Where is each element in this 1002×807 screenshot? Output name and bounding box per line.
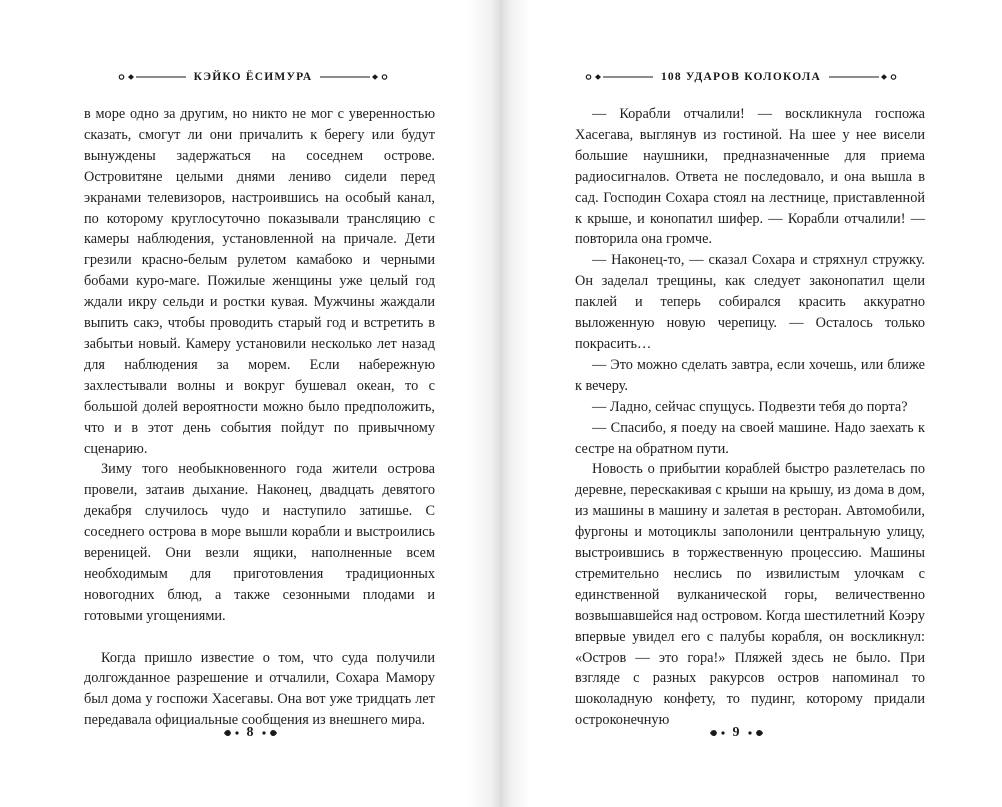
paragraph: Зиму того необыкновенного года жители острова провели, затаив дыхание. Наконец, двадцать девятого декабря случилось чудо и наступило затишье. С соседнего острова в море вышли корабли и выстроились вереницей. Они везли ящики, наполненные всем необходимым для приготовления традиционных новогодних блюд, а также сезонными плодами и готовыми угощениями. [84,461,435,624]
header-ornament-right-icon [827,72,897,82]
page-number-right [696,723,776,743]
running-header-left [108,66,398,88]
right-page [500,0,1002,807]
folio-ornament-left-icon [709,728,727,738]
page-number: 9 [732,725,740,740]
left-page [0,0,500,807]
paragraph: Когда пришло известие о том, что суда получили долгожданное разрешение и отчалили, Сохара Мамору был дома у госпожи Хасегавы. Она вот уже тридцать лет передавала официальные сообщения из внешнего мира. [84,649,435,729]
paragraph: — Наконец-то, — сказал Сохара и стряхнул стружку. Он заделал трещины, как следует законопатил щели паклей и теперь собирался красить аккуратно выложенную новую черепицу. — Осталось только покрасить… [575,252,925,352]
paragraph: Новость о прибытии кораблей быстро разлетелась по деревне, перескакивая с крыши на крышу, из дома в дом, из машины в машину и залетая в ресторан. Автомобили, фургоны и мотоциклы заполонили центральную улицу, выстроившись в торжественную процессию. Машины стремительно неслись по извилистым улочкам с единственной вулканической горы, величественно возвышавшейся над островом. Когда шестилетний Коэру впервые увидел его с палубы корабля, он воскликнул: «Остров — это гора!» Пляжей здесь не было. При взгляде с разных ракурсов остров напоминал то шоколадную конфету, то пудинг, которому придали остроконечную [575,461,925,729]
paragraph: в море одно за другим, но никто не мог с уверенностью сказать, смогут ли они причалить к берегу или будут вынуждены задержаться на соседнем острове. Островитяне целыми днями лениво сидели перед экранами телевизоров, настроившись на особый канал, по которому круглосуточно показывали трансляцию с камеры наблюдения, установленной на причале. Дети грезили красно-белым рулетом камабоко и черными бобами куро-маге. Пожилые женщины уже целый год ждали икру сельди и ростки кувая. Мужчины жаждали выпить сакэ, чтобы проводить старый год и встретить в забытьи новый. Камеру установили несколько лет назад для наблюдения за морем. Если набережную захлестывали волны и вокруг бушевал океан, то с большой долей вероятности можно было предположить, что и в этот день события пойдут по привычному сценарию. [84,106,435,457]
header-ornament-left-icon [118,72,188,82]
body-text-right [575,104,925,731]
paragraph: — Ладно, сейчас спущусь. Подвезти тебя до порта? [592,398,908,415]
paragraph: — Это можно сделать завтра, если хочешь, или ближе к вечеру. [575,356,925,394]
gutter-shadow [466,0,500,807]
folio-ornament-right-icon [746,728,764,738]
page-number-left [210,723,290,743]
header-author: КЭЙКО ЁСИМУРА [193,71,313,83]
gutter-shadow [500,0,530,807]
header-ornament-left-icon [585,72,655,82]
header-ornament-right-icon [318,72,388,82]
running-header-right [596,66,886,88]
paragraph: — Спасибо, я поеду на своей машине. Надо заехать к сестре на обратном пути. [575,419,925,457]
page-number: 8 [246,725,254,740]
folio-ornament-right-icon [260,728,278,738]
folio-ornament-left-icon [223,728,241,738]
header-book-title: 108 УДАРОВ КОЛОКОЛА [660,71,822,83]
body-text-left [84,104,435,731]
paragraph: — Корабли отчалили! — воскликнула госпожа Хасегава, выглянув из гостиной. На шее у нее висели большие наушники, предназначенные для приема радиосигналов. Ответа не последовало, и она вышла в сад. Господин Сохара стоял на лестнице, приставленной к крыше, и конопатил шифер. — Корабли отчалили! — повторила она громче. [575,106,925,248]
